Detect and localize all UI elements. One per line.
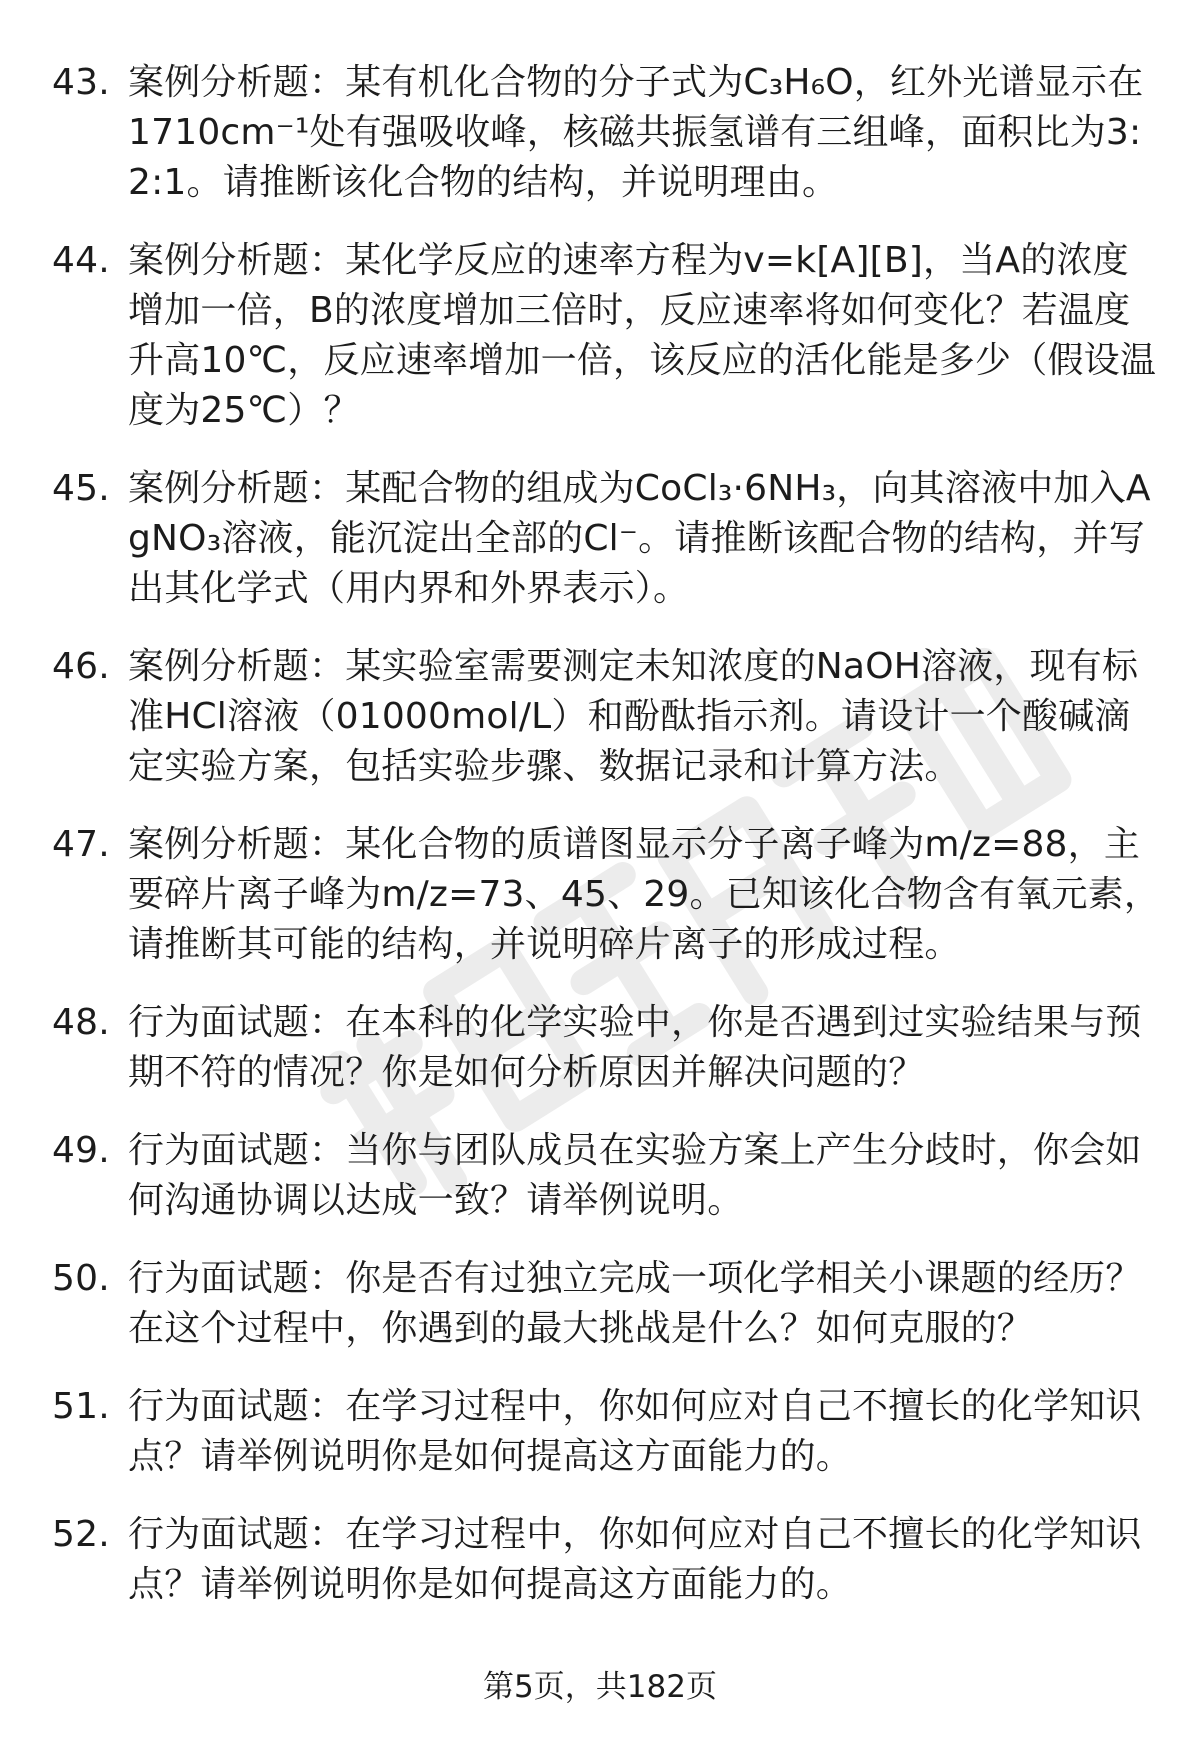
question-list xyxy=(52,58,1162,1638)
question-item xyxy=(52,58,1162,208)
question-number: 49. xyxy=(52,1130,110,1171)
question-text: 案例分析题：某配合物的组成为CoCl₃·6NH₃，向其溶液中加入AgNO₃溶液，能沉淀出全部的Cl⁻。请推断该配合物的结构，并写出其化学式（用内界和外界表示）。 xyxy=(128,468,1151,609)
question-number: 47. xyxy=(52,824,110,865)
question-item xyxy=(52,998,1162,1098)
question-text: 行为面试题：在学习过程中，你如何应对自己不擅长的化学知识点？请举例说明你是如何提高这方面能力的。 xyxy=(128,1386,1142,1477)
page-footer xyxy=(0,1667,1200,1707)
question-number: 52. xyxy=(52,1514,110,1555)
question-item xyxy=(52,1382,1162,1482)
question-item xyxy=(52,642,1162,792)
question-number: 46. xyxy=(52,646,110,687)
question-item xyxy=(52,1510,1162,1610)
question-text: 行为面试题：当你与团队成员在实验方案上产生分歧时，你会如何沟通协调以达成一致？请举例说明。 xyxy=(128,1130,1142,1221)
page-number-label: 第5页，共182页 xyxy=(483,1669,717,1705)
question-item xyxy=(52,820,1162,970)
question-text: 案例分析题：某化合物的质谱图显示分子离子峰为m/z=88，主要碎片离子峰为m/z=73、45、29。已知该化合物含有氧元素，请推断其可能的结构，并说明碎片离子的形成过程。 xyxy=(128,824,1161,965)
question-text: 案例分析题：某有机化合物的分子式为C₃H₆O，红外光谱显示在1710cm⁻¹处有强吸收峰，核磁共振氢谱有三组峰，面积比为3:2:1。请推断该化合物的结构，并说明理由。 xyxy=(128,62,1144,203)
question-number: 45. xyxy=(52,468,110,509)
question-item xyxy=(52,464,1162,614)
question-item xyxy=(52,1126,1162,1226)
question-number: 43. xyxy=(52,62,110,103)
question-number: 48. xyxy=(52,1002,110,1043)
question-text: 案例分析题：某化学反应的速率方程为v=k[A][B]，当A的浓度增加一倍，B的浓度增加三倍时，反应速率将如何变化？若温度升高10℃，反应速率增加一倍，该反应的活化能是多少（假设温度为25℃）？ xyxy=(128,240,1157,431)
question-item xyxy=(52,1254,1162,1354)
question-text: 案例分析题：某实验室需要测定未知浓度的NaOH溶液，现有标准HCl溶液（01000mol/L）和酚酞指示剂。请设计一个酸碱滴定实验方案，包括实验步骤、数据记录和计算方法。 xyxy=(128,646,1139,787)
question-number: 44. xyxy=(52,240,110,281)
question-number: 50. xyxy=(52,1258,110,1299)
question-text: 行为面试题：你是否有过独立完成一项化学相关小课题的经历？在这个过程中，你遇到的最大挑战是什么？如何克服的？ xyxy=(128,1258,1142,1349)
question-number: 51. xyxy=(52,1386,110,1427)
question-text: 行为面试题：在本科的化学实验中，你是否遇到过实验结果与预期不符的情况？你是如何分析原因并解决问题的？ xyxy=(128,1002,1142,1093)
question-text: 行为面试题：在学习过程中，你如何应对自己不擅长的化学知识点？请举例说明你是如何提高这方面能力的。 xyxy=(128,1514,1142,1605)
question-item xyxy=(52,236,1162,436)
